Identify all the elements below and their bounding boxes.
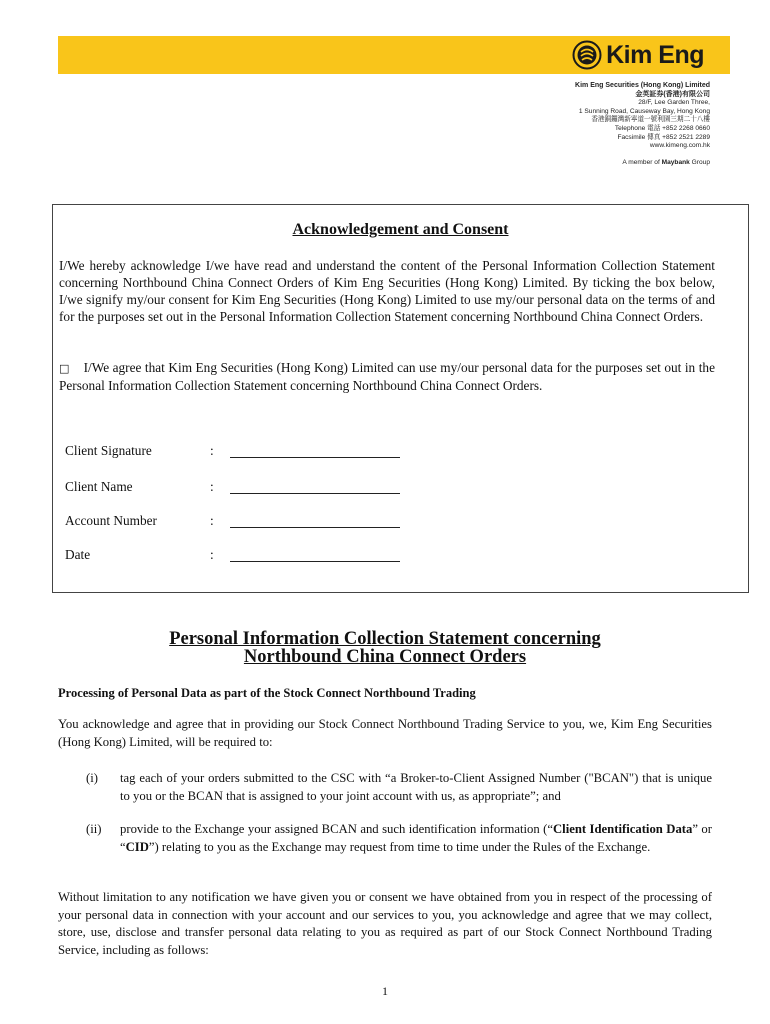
company-contact-block xyxy=(350,82,710,167)
field-colon: : xyxy=(210,479,214,494)
member-of-group xyxy=(350,159,710,168)
cid-term: CID xyxy=(125,839,149,854)
date-line[interactable] xyxy=(230,561,400,562)
field-label: Client Signature xyxy=(65,443,152,458)
field-label: Date xyxy=(65,547,91,562)
brand-header-band xyxy=(58,36,730,74)
list-item xyxy=(58,770,712,805)
statement-title-line: Northbound China Connect Orders xyxy=(243,647,527,667)
statement-closing: Without limitation to any notification we have given you or consent we have obtained from you in respect of the processing of your personal data in connection with your account and our services to you, you acknowledge and agree that we may collect, store, use, disclose and transfer personal data relating to you as required as part of our Stock Connect Northbound Trading Service, including as follows: xyxy=(58,890,712,957)
company-name-zh: 金英証券(香港)有限公司 xyxy=(635,90,710,98)
client-name-line[interactable] xyxy=(230,493,400,494)
consent-checkbox-row xyxy=(59,359,715,394)
text-run: provide to the Exchange your assigned BCAN and such identification information (“ xyxy=(120,822,553,836)
kim-eng-logo xyxy=(572,40,704,70)
field-colon: : xyxy=(210,547,214,562)
list-item-number: (i) xyxy=(86,771,98,785)
member-prefix: A member of xyxy=(622,158,662,166)
address-line: 1 Sunning Road, Causeway Bay, Hong Kong xyxy=(578,107,710,115)
address-line: 28/F, Lee Garden Three, xyxy=(638,99,710,107)
text-run: ” or “ xyxy=(120,822,712,854)
field-label: Account Number xyxy=(65,513,157,528)
list-item-text: tag each of your orders submitted to the CSC with “a Broker-to-Client Assigned Number ("BCAN") that is unique to you or the BCAN that is assigned to your joint account with us, as appropriate”; and xyxy=(120,771,712,803)
member-suffix: Group xyxy=(689,158,710,166)
facsimile: Facsimile 傳真 +852 2521 2289 xyxy=(617,133,710,141)
telephone: Telephone 電話 +852 2268 0660 xyxy=(614,124,710,132)
list-item-number: (ii) xyxy=(86,822,102,836)
tiger-emblem-icon xyxy=(572,40,602,70)
statement-subheading: Processing of Personal Data as part of the Stock Connect Northbound Trading xyxy=(58,686,476,700)
company-name-en: Kim Eng Securities (Hong Kong) Limited xyxy=(575,82,710,89)
page-number: 1 xyxy=(382,984,388,998)
consent-box xyxy=(52,204,749,593)
list-item-text xyxy=(120,821,712,856)
field-colon: : xyxy=(210,443,214,458)
consent-checkbox[interactable]: □ xyxy=(59,362,70,375)
text-run: ”) relating to you as the Exchange may request from time to time under the Rules of the Exchange. xyxy=(148,839,651,854)
member-group: Maybank xyxy=(661,158,690,166)
statement-title xyxy=(100,630,670,666)
consent-checkbox-label: I/We agree that Kim Eng Securities (Hong Kong) Limited can use my/our personal data for the purposes set out in the Personal Information Collection Statement concerning Northbound China Connect Orders. xyxy=(59,360,715,393)
consent-paragraph: I/We hereby acknowledge I/we have read and understand the content of the Personal Information Collection Statement concerning Northbound China Connect Orders of Kim Eng Securities (Hong Kong) Limited. By ticking the box below, I/we signify my/our consent for Kim Eng Securities (Hong Kong) Limited to use my/our personal data on the terms of and for the purposes set out in the Personal Information Collection Statement concerning Northbound China Connect Orders. xyxy=(59,258,715,324)
website: www.kimeng.com.hk xyxy=(649,142,710,150)
statement-title-line: Personal Information Collection Statement concerning xyxy=(169,629,601,649)
consent-title: Acknowledgement and Consent xyxy=(292,221,509,238)
brand-name: Kim Eng xyxy=(606,40,704,69)
account-number-line[interactable] xyxy=(230,527,400,528)
address-line: 香港銅鑼灣新寧道一號利園三期二十八樓 xyxy=(591,116,710,124)
field-colon: : xyxy=(210,513,214,528)
client-identification-data-term: Client Identification Data xyxy=(553,822,693,836)
statement-intro: You acknowledge and agree that in providing our Stock Connect Northbound Trading Service to you, we, Kim Eng Securities (Hong Kong) Limited, will be required to: xyxy=(58,717,712,749)
client-signature-line[interactable] xyxy=(230,457,400,458)
field-label: Client Name xyxy=(65,479,133,494)
list-item xyxy=(58,821,712,856)
